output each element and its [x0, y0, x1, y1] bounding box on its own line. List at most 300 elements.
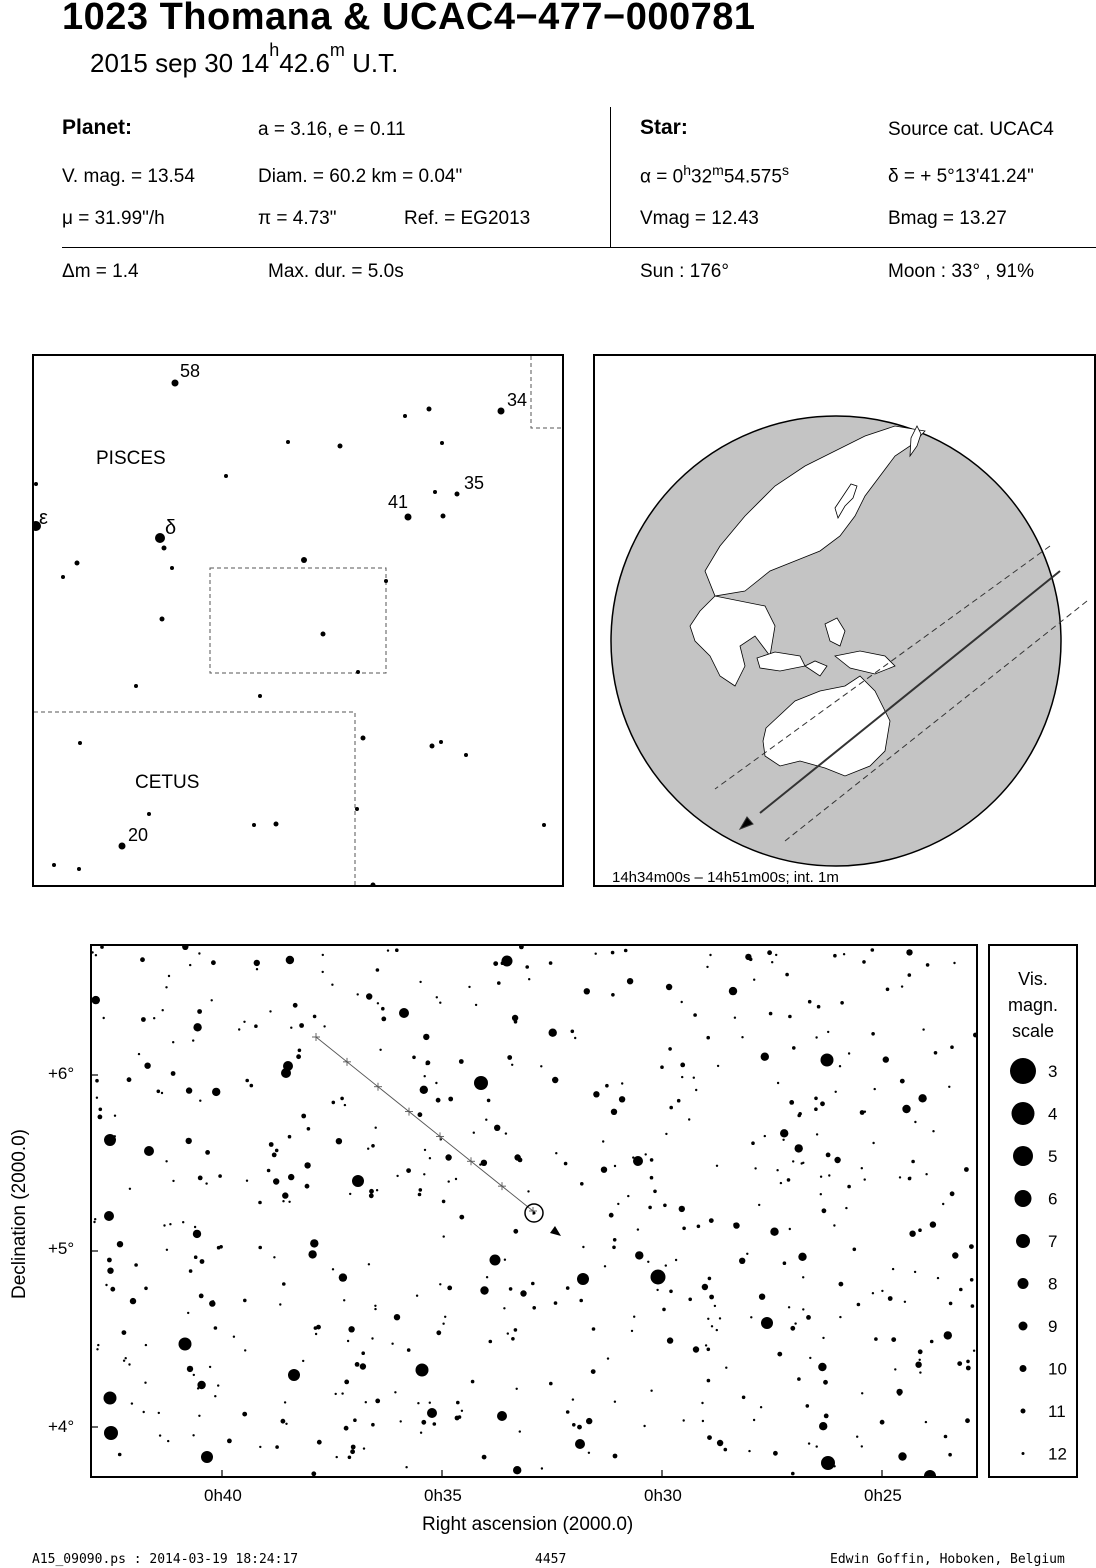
- chart-star: [367, 1148, 369, 1150]
- chart-star: [487, 1099, 491, 1103]
- x-tick-label: 0h25: [864, 1486, 902, 1505]
- chart-star: [680, 1063, 685, 1068]
- chart-star: [706, 966, 708, 968]
- chart-star: [167, 1440, 169, 1442]
- chart-star: [436, 1098, 441, 1103]
- constellation-boundary: [531, 356, 562, 428]
- chart-star: [144, 1063, 150, 1069]
- constellation-label-cetus: CETUS: [135, 772, 200, 793]
- chart-star: [473, 1132, 475, 1134]
- finder-star: [252, 823, 256, 827]
- chart-star: [650, 1176, 654, 1180]
- chart-star: [908, 973, 912, 977]
- chart-star: [853, 1248, 857, 1252]
- bright-star: [427, 1408, 437, 1418]
- magnitude-label: 12: [1048, 1444, 1067, 1464]
- chart-star: [688, 1118, 690, 1120]
- finder-star: [78, 741, 82, 745]
- chart-star: [612, 1246, 616, 1250]
- chart-star: [751, 1141, 755, 1145]
- chart-star: [693, 1013, 697, 1017]
- bright-star: [761, 1317, 773, 1329]
- chart-star: [455, 1416, 460, 1421]
- finder-star: [258, 694, 262, 698]
- chart-star: [592, 1327, 596, 1331]
- chart-star: [395, 948, 399, 952]
- chart-star: [351, 1445, 356, 1450]
- finder-star: [430, 744, 435, 749]
- chart-star: [894, 1368, 896, 1370]
- chart-star: [486, 1276, 488, 1278]
- chart-star: [279, 1303, 281, 1305]
- chart-star: [448, 1097, 453, 1102]
- chart-star: [339, 1273, 347, 1281]
- chart-star: [591, 1369, 596, 1374]
- chart-star: [128, 1363, 130, 1365]
- footer-author: Edwin Goffin, Hoboken, Belgium: [830, 1552, 1065, 1567]
- chart-star: [516, 1388, 518, 1390]
- chart-star: [898, 1392, 902, 1396]
- finder-star: [61, 575, 65, 579]
- star-vmag: Vmag = 12.43: [640, 208, 759, 229]
- chart-star: [739, 1258, 745, 1264]
- chart-star: [357, 993, 359, 995]
- chart-star: [361, 1351, 365, 1355]
- chart-star: [165, 986, 167, 988]
- chart-star: [839, 1282, 844, 1287]
- chart-star: [697, 1225, 701, 1229]
- chart-star: [613, 1238, 617, 1242]
- chart-star: [760, 1406, 762, 1408]
- chart-star: [92, 951, 94, 953]
- chart-star: [288, 1135, 292, 1139]
- chart-star: [129, 1188, 131, 1190]
- footer-number: 4457: [535, 1552, 567, 1567]
- magnitude-label: 8: [1048, 1274, 1058, 1294]
- chart-star: [189, 1269, 193, 1273]
- chart-star: [442, 1200, 446, 1204]
- chart-star: [719, 1317, 721, 1319]
- chart-star: [695, 1089, 697, 1091]
- chart-star: [881, 1290, 883, 1292]
- chart-star: [350, 1449, 355, 1454]
- chart-star: [331, 984, 333, 986]
- chart-star: [507, 1055, 512, 1060]
- chart-star: [127, 1077, 132, 1082]
- chart-star: [100, 946, 104, 949]
- finder-star: [321, 632, 326, 637]
- chart-star: [788, 1306, 790, 1308]
- chart-star: [724, 1448, 728, 1452]
- event-datetime: 2015 sep 30 14$^h$42.6$^m$ U.T.: [90, 40, 399, 78]
- chart-star: [169, 1223, 171, 1225]
- chart-star: [123, 1360, 125, 1362]
- chart-star: [761, 1053, 769, 1061]
- chart-star: [198, 1415, 200, 1417]
- chart-star: [504, 1259, 506, 1261]
- chart-star: [416, 1295, 418, 1297]
- chart-star: [435, 1082, 437, 1084]
- chart-star: [706, 1036, 710, 1040]
- finder-star: [338, 444, 343, 449]
- chart-star: [341, 1392, 343, 1394]
- chart-star: [254, 960, 260, 966]
- chart-star: [140, 957, 145, 962]
- chart-star: [310, 1239, 318, 1247]
- chart-star: [973, 1350, 975, 1352]
- chart-star: [418, 1112, 423, 1117]
- chart-star: [348, 1326, 354, 1332]
- chart-star: [926, 963, 930, 967]
- footer-file: A15_09090.ps : 2014-03-19 18:24:17: [32, 1552, 299, 1567]
- chart-star: [381, 1007, 385, 1011]
- chart-star: [891, 1337, 896, 1342]
- chart-star: [199, 1100, 201, 1102]
- chart-star: [503, 1307, 505, 1309]
- chart-star: [193, 1230, 201, 1238]
- chart-star: [950, 1045, 954, 1049]
- chart-star: [242, 1412, 247, 1417]
- chart-star: [624, 949, 628, 953]
- chart-star: [209, 1366, 211, 1368]
- chart-star: [205, 1182, 207, 1184]
- chart-star: [288, 1174, 294, 1180]
- table-divider: [610, 107, 611, 247]
- chart-star: [375, 1399, 380, 1404]
- chart-star: [922, 1028, 924, 1030]
- chart-star: [348, 1456, 352, 1460]
- finder-star: [464, 753, 468, 757]
- chart-star: [519, 946, 524, 949]
- chart-star: [577, 1425, 582, 1430]
- chart-star: [637, 1228, 639, 1230]
- finder-star: [172, 380, 179, 387]
- planet-diameter: Diam. = 60.2 km = 0.04": [258, 166, 463, 187]
- chart-star: [299, 1023, 304, 1028]
- chart-star: [157, 1090, 161, 1094]
- chart-star: [420, 1086, 428, 1094]
- chart-star: [733, 1222, 739, 1228]
- chart-star: [419, 1188, 423, 1192]
- chart-star: [336, 1138, 342, 1144]
- bright-star: [924, 1470, 936, 1476]
- chart-star: [332, 1268, 334, 1270]
- chart-star: [950, 1191, 955, 1196]
- chart-star: [635, 1251, 643, 1259]
- chart-star: [103, 1017, 105, 1019]
- bright-star: [577, 1273, 589, 1285]
- chart-star: [839, 1316, 841, 1318]
- chart-star: [296, 1054, 301, 1059]
- chart-star: [702, 1284, 708, 1290]
- chart-star: [734, 1017, 736, 1019]
- chart-star: [182, 1221, 184, 1223]
- chart-star: [716, 1329, 718, 1331]
- chart-star: [650, 1158, 654, 1162]
- chart-star: [429, 1157, 431, 1159]
- bright-star: [399, 1008, 409, 1018]
- finder-star: [224, 474, 228, 478]
- chart-star: [872, 1142, 874, 1144]
- chart-star: [864, 1111, 866, 1113]
- chart-star: [540, 1065, 542, 1067]
- chart-star: [681, 1076, 683, 1078]
- chart-star: [468, 986, 470, 988]
- chart-star: [965, 1418, 970, 1423]
- chart-star: [442, 1323, 444, 1325]
- chart-star: [258, 1201, 262, 1205]
- chart-star: [96, 1097, 98, 1099]
- bright-star: [633, 1156, 643, 1166]
- chart-star: [374, 1308, 376, 1310]
- chart-star: [134, 1263, 138, 1267]
- finder-star: [371, 883, 376, 886]
- chart-star: [883, 1056, 889, 1062]
- chart-star: [153, 1017, 155, 1019]
- y-tick-label: +4°: [48, 1417, 75, 1436]
- finder-star: [75, 561, 80, 566]
- chart-star: [189, 964, 191, 966]
- chart-star: [816, 1133, 818, 1135]
- finder-star: [147, 812, 151, 816]
- star-label: 34: [507, 390, 528, 410]
- chart-star: [789, 1228, 791, 1230]
- chart-star: [273, 1178, 279, 1184]
- chart-star: [665, 1133, 667, 1135]
- chart-star: [795, 1144, 803, 1152]
- chart-star: [874, 1337, 878, 1341]
- chart-star: [820, 1176, 822, 1178]
- chart-star: [514, 1020, 518, 1024]
- chart-star: [138, 1053, 140, 1055]
- chart-star: [436, 996, 438, 998]
- chart-star: [934, 1051, 938, 1055]
- chart-star: [930, 1221, 936, 1227]
- chart-star: [944, 1435, 948, 1439]
- chart-star: [145, 1344, 147, 1346]
- finder-star: [52, 863, 56, 867]
- chart-star: [669, 1106, 673, 1110]
- chart-star: [322, 954, 324, 956]
- chart-star: [96, 1348, 98, 1350]
- chart-star: [693, 1346, 699, 1352]
- chart-star: [725, 1367, 727, 1369]
- chart-star: [443, 1235, 445, 1237]
- magnitude-dot: [1019, 1322, 1028, 1331]
- planet-motion: μ = 31.99"/h: [62, 208, 165, 229]
- chart-star: [788, 1015, 792, 1019]
- chart-star: [97, 1344, 99, 1346]
- chart-star: [377, 1002, 379, 1004]
- finder-star: [403, 414, 407, 418]
- chart-star: [717, 1065, 719, 1067]
- chart-star: [899, 1176, 901, 1178]
- chart-star: [613, 1454, 618, 1459]
- chart-star: [748, 1450, 750, 1452]
- chart-star: [806, 1315, 811, 1320]
- chart-star: [182, 946, 188, 950]
- magnitude-dot: [1012, 1102, 1035, 1125]
- chart-star: [374, 1305, 376, 1307]
- bright-star: [288, 1369, 300, 1381]
- chart-star: [259, 1446, 261, 1448]
- finder-star: [355, 807, 359, 811]
- planet-heading: Planet:: [62, 116, 133, 139]
- chart-star: [906, 949, 912, 955]
- chart-star: [773, 1451, 778, 1456]
- chart-star: [574, 1037, 576, 1039]
- chart-star: [436, 1330, 441, 1335]
- finder-star: [134, 684, 138, 688]
- chart-star: [683, 1419, 685, 1421]
- chart-star: [366, 993, 372, 999]
- chart-star: [611, 1109, 617, 1115]
- finder-star: [77, 867, 81, 871]
- chart-star: [871, 948, 875, 952]
- finder-star: [498, 408, 505, 415]
- chart-star: [424, 1149, 426, 1151]
- chart-star: [627, 978, 633, 984]
- chart-star: [688, 1298, 692, 1302]
- star-label: ε: [39, 507, 48, 529]
- chart-star: [311, 1471, 316, 1476]
- chart-star: [245, 1079, 249, 1083]
- chart-star: [711, 1325, 713, 1327]
- finder-star: [34, 482, 38, 486]
- chart-star: [368, 1263, 370, 1265]
- chart-star: [709, 1218, 714, 1223]
- event-title: 1023 Thomana & UCAC4−477−000781: [62, 0, 756, 38]
- target-star: [533, 1212, 536, 1215]
- chart-star: [681, 1001, 683, 1003]
- chart-star: [828, 1174, 830, 1176]
- chart-star: [791, 1472, 795, 1476]
- bright-star: [651, 1270, 666, 1285]
- chart-star: [98, 1115, 103, 1120]
- finder-star: [286, 440, 290, 444]
- chart-star: [198, 952, 200, 954]
- chart-star: [555, 1152, 557, 1154]
- chart-star: [336, 1456, 338, 1458]
- star-label: 41: [388, 492, 409, 512]
- star-label: 35: [464, 473, 485, 493]
- chart-star: [95, 1079, 99, 1083]
- chart-star: [369, 1193, 374, 1198]
- chart-star: [282, 1200, 284, 1202]
- chart-star: [966, 1360, 970, 1364]
- chart-star: [886, 988, 890, 992]
- chart-star: [753, 1419, 755, 1421]
- magnitude-dot: [1015, 1190, 1032, 1207]
- chart-star: [290, 1027, 292, 1029]
- chart-star: [163, 1224, 165, 1226]
- chart-star: [282, 1282, 286, 1286]
- chart-star: [656, 1289, 658, 1291]
- chart-star: [513, 1466, 521, 1474]
- chart-star: [953, 962, 955, 964]
- chart-star: [400, 1420, 402, 1422]
- chart-star: [144, 1382, 146, 1384]
- chart-star: [708, 1277, 712, 1281]
- chart-star: [130, 1298, 136, 1304]
- chart-star: [783, 1261, 787, 1265]
- finder-star: [542, 823, 546, 827]
- chart-star: [633, 1316, 635, 1318]
- chart-star: [776, 1169, 778, 1171]
- chart-star: [305, 1184, 310, 1189]
- chart-star: [273, 1256, 275, 1258]
- chart-star: [269, 1142, 274, 1147]
- chart-star: [966, 1366, 971, 1371]
- chart-star: [493, 961, 498, 966]
- chart-star: [857, 1303, 861, 1307]
- chart-star: [171, 1071, 176, 1076]
- magnitude-label: 7: [1048, 1232, 1058, 1251]
- chart-star: [780, 1129, 788, 1137]
- chart-star: [901, 985, 903, 987]
- magnitude-label: 9: [1048, 1317, 1058, 1336]
- chart-star: [480, 1286, 488, 1294]
- chart-star: [898, 1452, 906, 1460]
- finder-star: [155, 533, 165, 543]
- chart-star: [514, 1328, 518, 1332]
- chart-star: [214, 1326, 218, 1330]
- chart-star: [527, 1190, 529, 1192]
- chart-star: [614, 1165, 616, 1167]
- chart-star: [256, 968, 258, 970]
- chart-star: [614, 1401, 616, 1403]
- chart-star: [549, 961, 553, 965]
- chart-star: [272, 1153, 277, 1158]
- chart-star: [461, 1410, 463, 1412]
- chart-star: [485, 1119, 487, 1121]
- chart-star: [792, 1160, 794, 1162]
- chart-star: [212, 1088, 220, 1096]
- chart-star: [143, 1411, 145, 1413]
- chart-star: [192, 1039, 194, 1041]
- chart-star: [429, 1402, 431, 1404]
- chart-star: [819, 1422, 827, 1430]
- chart-star: [714, 1305, 716, 1307]
- chart-star: [200, 1259, 205, 1264]
- chart-star: [439, 1283, 441, 1285]
- chart-star: [304, 1162, 310, 1168]
- asteroid-track: [316, 1037, 533, 1211]
- chart-star: [162, 1009, 164, 1011]
- chart-star: [519, 1430, 521, 1432]
- chart-star: [609, 1213, 614, 1218]
- chart-star: [211, 999, 213, 1001]
- chart-star: [282, 1192, 288, 1198]
- chart-star: [753, 979, 755, 981]
- chart-star: [797, 1377, 801, 1381]
- chart-star: [355, 1362, 360, 1367]
- chart-star: [856, 1436, 858, 1438]
- chart-star: [426, 1063, 428, 1065]
- chart-star: [455, 1178, 457, 1180]
- star-source-catalog: Source cat. UCAC4: [888, 119, 1054, 140]
- chart-star: [269, 1010, 271, 1012]
- chart-star: [406, 1168, 411, 1173]
- chart-star: [631, 1330, 633, 1332]
- chart-star: [343, 1299, 345, 1301]
- chart-star: [360, 1363, 366, 1369]
- chart-star: [379, 1049, 381, 1051]
- chart-star: [421, 1420, 426, 1425]
- chart-star: [914, 1271, 916, 1273]
- chart-star: [586, 1418, 592, 1424]
- chart-star: [648, 1206, 652, 1210]
